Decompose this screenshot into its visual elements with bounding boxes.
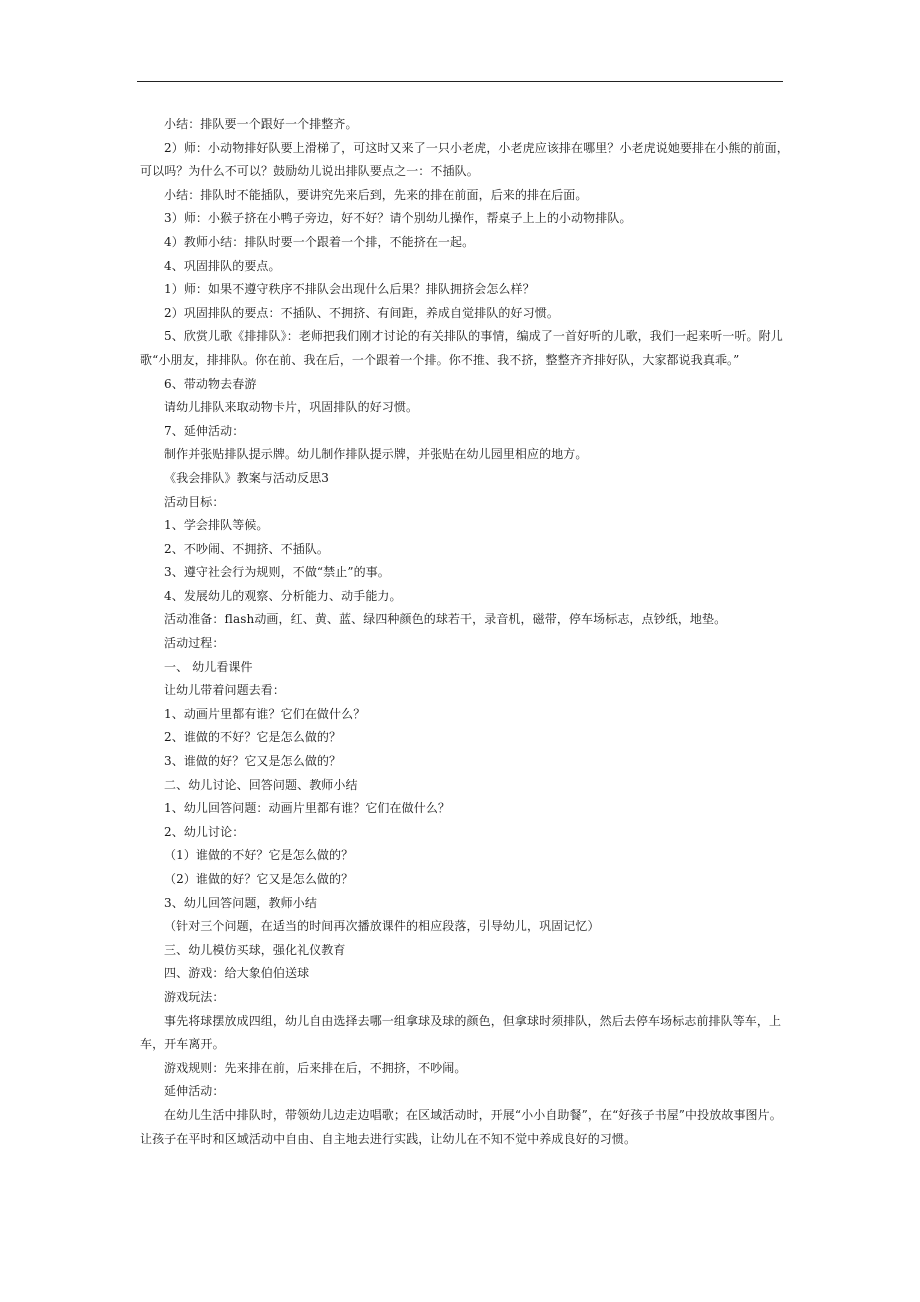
paragraph: 1、幼儿回答问题：动画片里都有谁？它们在做什么？ bbox=[164, 801, 451, 816]
paragraph: 4）教师小结：排队时要一个跟着一个排，不能挤在一起。 bbox=[164, 234, 475, 249]
paragraph: 在幼儿生活中排队时，带领幼儿边走边唱歌；在区域活动时，开展“小小自助餐”，在“好孩子书屋”中投放故事图片。让孩子在平时和区域活动中自由、自主地去进行实践，让幼儿在不知不觉中养成良好的习惯。 bbox=[140, 1107, 782, 1146]
paragraph: （针对三个问题，在适当的时间再次播放课件的相应段落，引导幼儿，巩固记忆） bbox=[164, 919, 600, 934]
paragraph: 游戏玩法： bbox=[164, 989, 225, 1004]
paragraph: 3）师：小猴子挤在小鸭子旁边，好不好？请个别幼儿操作，帮桌子上上的小动物排队。 bbox=[164, 211, 632, 226]
paragraph: 1、动画片里都有谁？它们在做什么？ bbox=[164, 706, 366, 721]
paragraph: 3、谁做的好？它又是怎么做的？ bbox=[164, 754, 342, 769]
paragraph: （1）谁做的不好？它是怎么做的？ bbox=[164, 848, 354, 863]
paragraph: 制作并张贴排队提示牌。幼儿制作排队提示牌，并张贴在幼儿园里相应的地方。 bbox=[164, 447, 588, 462]
paragraph: 活动过程： bbox=[164, 636, 225, 651]
paragraph: 2、幼儿讨论： bbox=[164, 824, 245, 839]
paragraph: 2）巩固排队的要点：不插队、不拥挤、有间距，养成自觉排队的好习惯。 bbox=[164, 305, 559, 320]
paragraph: 7、延伸活动： bbox=[164, 423, 245, 438]
paragraph: 活动准备：flash动画，红、黄、蓝、绿四种颜色的球若干，录音机，磁带，停车场标志，点钞纸，地垫。 bbox=[164, 612, 727, 627]
paragraph: 3、幼儿回答问题，教师小结 bbox=[164, 895, 317, 910]
paragraph: 一、 幼儿看课件 bbox=[164, 659, 253, 674]
paragraph: 2、谁做的不好？它是怎么做的？ bbox=[164, 730, 342, 745]
paragraph: 三、幼儿模仿买球，强化礼仪教育 bbox=[164, 942, 346, 957]
paragraph: 四、游戏：给大象伯伯送球 bbox=[164, 966, 310, 981]
paragraph: 请幼儿排队来取动物卡片，巩固排队的好习惯。 bbox=[164, 400, 419, 415]
paragraph: 二、幼儿讨论、回答问题、教师小结 bbox=[164, 777, 358, 792]
paragraph: 1、学会排队等候。 bbox=[164, 518, 269, 533]
paragraph: 3、遵守社会行为规则，不做“禁止”的事。 bbox=[164, 565, 390, 580]
paragraph: 小结：排队要一个跟好一个排整齐。 bbox=[164, 117, 358, 131]
paragraph: 5、欣赏儿歌《排排队》：老师把我们刚才讨论的有关排队的事情，编成了一首好听的儿歌，我们一起来听一听。附儿歌“小朋友，排排队。你在前、我在后，一个跟着一个排。你不推、我不挤，整整齐齐排好队，大家都说我真乖。” bbox=[140, 329, 783, 367]
paragraph: 活动目标： bbox=[164, 494, 225, 509]
document-body bbox=[140, 113, 790, 1151]
paragraph: 游戏规则：先来排在前，后来排在后，不拥挤，不吵闹。 bbox=[164, 1060, 467, 1075]
paragraph: 事先将球摆放成四组，幼儿自由选择去哪一组拿球及球的颜色，但拿球时须排队，然后去停车场标志前排队等车，上车，开车离开。 bbox=[140, 1013, 782, 1052]
paragraph: 1）师：如果不遵守秩序不排队会出现什么后果？排队拥挤会怎么样？ bbox=[164, 282, 535, 297]
header-rule bbox=[137, 81, 783, 82]
paragraph: 2）师：小动物排好队要上滑梯了，可这时又来了一只小老虎，小老虎应该排在哪里？小老虎说她要排在小熊的前面，可以吗？为什么不可以？鼓励幼儿说出排队要点之一：不插队。 bbox=[140, 140, 789, 179]
paragraph: 6、带动物去春游 bbox=[164, 376, 257, 391]
paragraph: 4、巩固排队的要点。 bbox=[164, 258, 281, 273]
paragraph: 延伸活动： bbox=[164, 1084, 225, 1099]
paragraph: 2、不吵闹、不拥挤、不插队。 bbox=[164, 541, 330, 556]
paragraph: 4、发展幼儿的观察、分析能力、动手能力。 bbox=[164, 588, 402, 603]
paragraph: 《我会排队》教案与活动反思3 bbox=[164, 470, 330, 485]
paragraph: 让幼儿带着问题去看： bbox=[164, 683, 286, 698]
paragraph: 小结：排队时不能插队，要讲究先来后到，先来的排在前面，后来的排在后面。 bbox=[164, 187, 588, 202]
paragraph: （2）谁做的好？它又是怎么做的？ bbox=[164, 872, 354, 886]
